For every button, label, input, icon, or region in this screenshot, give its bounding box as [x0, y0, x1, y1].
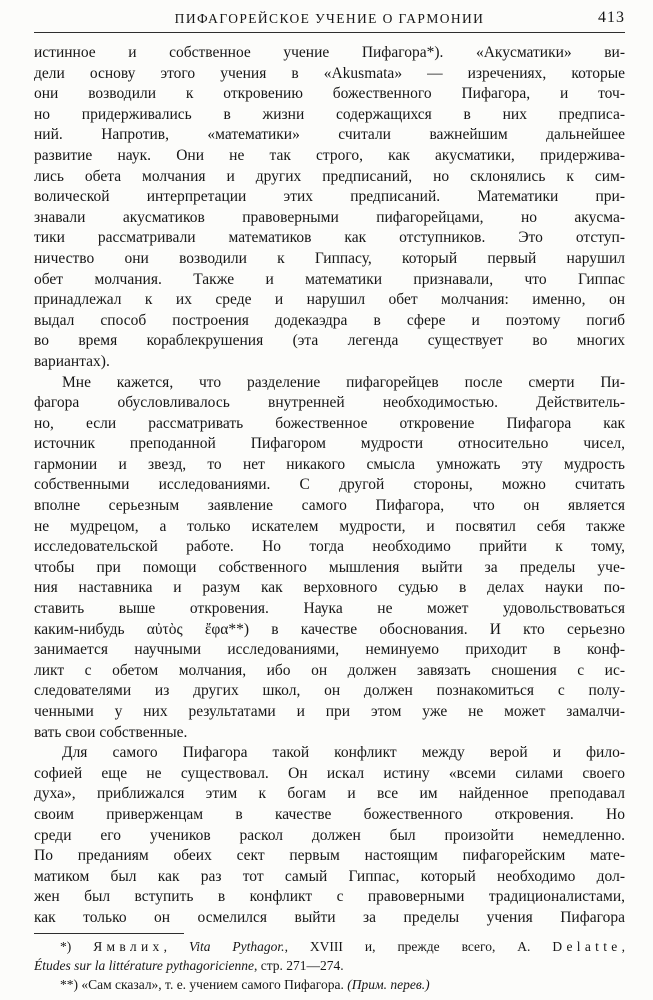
footnote-text: , стр. 271—274. — [253, 957, 344, 973]
text-line: жен был вступить в конфликт с правоверными традиционалистами, — [34, 888, 625, 906]
footnote-marker: *) — [60, 938, 94, 954]
text-line: обет молчания. Также и математики признавали, что Гиппас — [34, 270, 625, 288]
paragraph — [34, 743, 625, 928]
text-line: исследовательской работе. Но тогда необходимо прийти к тому, — [34, 538, 625, 556]
text-line: гармонии и звезд, то нет никакого смысла умножать эту мудрость — [34, 455, 625, 473]
text-line: но, если рассматривать божественное откровение Пифагора как — [34, 414, 625, 432]
text-line: лись обета молчания и других предписаний, но склонялись к сим- — [34, 167, 625, 185]
footnote-translator-note: (Прим. перев.) — [347, 977, 430, 993]
text-line: духа», приближался этим к богам и все им найденное преподавал — [34, 785, 625, 803]
text-line: не мудрецом, а только искателем мудрости, и посвятил себя также — [34, 517, 625, 535]
footnote-text: **) «Сам сказал», т. е. учением самого Пифагора. — [60, 977, 348, 993]
text-line: ничество они возводили к Гиппасу, который первый нарушил — [34, 249, 625, 267]
footnote-line — [34, 937, 625, 956]
text-line: занимается научными исследованиями, неминуемо приходит в конф- — [34, 641, 625, 659]
text-line: среди его учеников раскол должен был произойти немедленно. — [34, 826, 625, 844]
text-line-greek: каким-нибудь αὐτὸς ἔφα**) в качестве обоснования. И кто серьезно — [34, 620, 625, 638]
header-rule — [34, 32, 625, 33]
footnote-author: Delatte — [552, 938, 622, 954]
text-line: Для самого Пифагора такой конфликт между верой и фило- — [62, 744, 625, 762]
text-line: но придерживались в жизни содержащихся в них предписа- — [34, 105, 625, 123]
text-line: своим приверженцам в качестве божественного откровения. Но — [34, 805, 625, 823]
text-line: фагора обусловливалось внутренней необходимостью. Действитель- — [34, 394, 625, 412]
footnote-work-title: Vita Pythagor. — [188, 938, 285, 954]
text-line: матиком был как раз тот самый Гиппас, который необходимо дол- — [34, 867, 625, 885]
text-line: выдал способ построения додекаэдра в сфере и поэтому погиб — [34, 311, 625, 329]
footnote-separator-rule — [34, 933, 184, 934]
running-head — [34, 0, 625, 27]
footnote-text: , — [163, 938, 189, 954]
text-line: По преданиям обеих сект первым настоящим пифагорейским мате- — [34, 847, 625, 865]
footnotes — [34, 937, 625, 995]
page-number: 413 — [598, 9, 625, 26]
text-line: знавали акусматиков правоверными пифагорейцами, но акусма- — [34, 208, 625, 226]
text-line: ставить выше откровения. Наука не может удовольствоваться — [34, 600, 625, 618]
running-title: ПИФАГОРЕЙСКОЕ УЧЕНИЕ О ГАРМОНИИ — [174, 11, 485, 26]
text-line: тики рассматривали математиков как отступников. Это отступ- — [34, 229, 625, 247]
text-line: ченными у них результатами и при этом уже не может замалчи- — [34, 703, 625, 720]
footnote-line — [34, 956, 625, 975]
text-line: Мне кажется, что разделение пифагорейцев после смерти Пи- — [62, 373, 625, 391]
paragraph — [34, 43, 625, 373]
text-line: они возводили к откровению божественного Пифагора, и точ- — [34, 85, 625, 103]
text-line: следователями из других школ, он должен познакомиться с полу- — [34, 682, 625, 700]
footnote-work-title: Études sur la littérature pythagoricienne — [34, 957, 254, 973]
footnote-text: , — [621, 938, 625, 954]
text-line: ния наставника и разум как верховного судью в делах науки по- — [34, 579, 625, 597]
text-line: вполне серьезным заявление самого Пифагора, что он является — [34, 497, 625, 515]
text-line: софией еще не существовал. Он искал истину «всеми силами своего — [34, 764, 625, 782]
text-line: принадлежал к их среде и нарушил обет молчания: именно, он — [34, 291, 625, 309]
text-line: развитие наук. Они не так строго, как акусматики, придержива- — [34, 146, 625, 164]
text-line: вать свои собственные. — [34, 723, 188, 741]
text-line: вариантах). — [34, 352, 110, 370]
text-line: ликт с обетом молчания, ибо он должен завязать сношения с ис- — [34, 661, 625, 679]
text-line: истинное и собственное учение Пифагора*). «Акусматики» ви- — [34, 44, 625, 61]
text-line: как только он осмелился выйти за пределы учения Пифагора — [34, 908, 625, 926]
footnote-line — [34, 975, 625, 994]
footnote-text: , XVIII и, прежде всего, A. — [284, 938, 553, 954]
paragraph — [34, 373, 625, 744]
text-line: собственными исследованиями. С другой стороны, можно считать — [34, 476, 625, 494]
text-line: во время кораблекрушения (эта легенда существует во многих — [34, 332, 625, 350]
footnote-author: Ямвлих — [93, 938, 164, 954]
text-line: ний. Напротив, «математики» считали важнейшим дальнейшее — [34, 126, 625, 144]
text-line: дели основу этого учения в «Akusmata» — изречениях, которые — [34, 64, 625, 82]
text-line: волической интерпретации этих предписаний. Математики при- — [34, 188, 625, 206]
text-line: чтобы при помощи собственного мышления выйти за пределы уче- — [34, 558, 625, 576]
body-text — [34, 43, 625, 929]
text-line: источник преподанной Пифагором мудрости относительно чисел, — [34, 435, 625, 453]
